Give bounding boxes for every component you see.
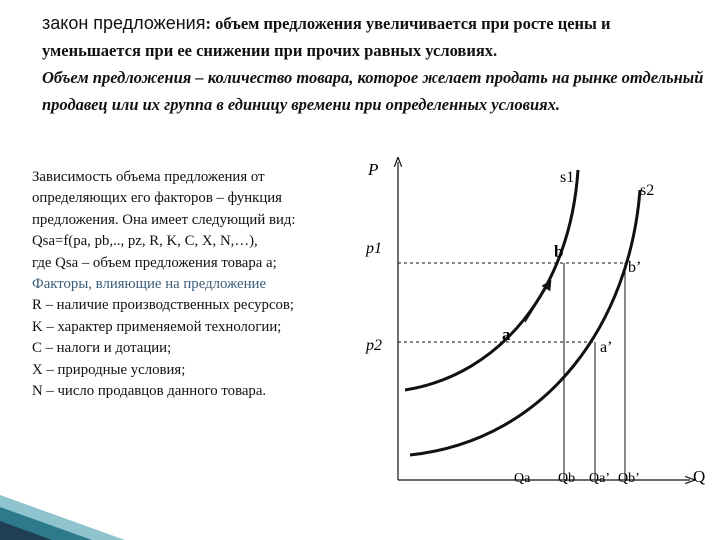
supply-shift-diagram [350,150,710,495]
x-axis-label: Q [693,467,706,486]
factor-x: X – природные условия; [32,361,186,378]
point-b-label: b [554,242,564,261]
s1-label: s1 [560,169,575,186]
factor-k: K – характер применяемой технологии; [32,318,282,335]
point-a-label: a [502,325,511,344]
supply-curve-s1 [405,170,578,390]
point-b-prime-label: b’ [628,259,642,276]
corner-decoration [0,445,140,540]
supply-function-text [32,167,332,402]
header-block [42,10,706,118]
qa-prime-label: Qa’ [589,471,610,486]
s2-label: s2 [640,182,655,199]
y-axis-label: P [368,160,379,179]
p2-label: p2 [366,337,382,354]
factors-heading: Факторы, влияющие на предложение [32,276,267,293]
shift-arrow [525,282,550,322]
qa-label: Qa [514,471,531,486]
point-a-prime-label: a’ [600,339,613,356]
qb-label: Qb [558,471,576,486]
law-definition: : объем предложения увеличивается при росте цены и уменьшается при ее снижении при прочих равных условиях. [42,14,611,60]
qb-prime-label: Qb’ [618,471,640,486]
law-term: закон предложения [42,13,206,33]
factor-n: N – число продавцов данного товара. [32,383,267,400]
factor-r: R – наличие производственных ресурсов; [32,297,295,314]
function-intro: Зависимость объема предложения от определяющих его факторов – функция предложения. Она имеет следующий вид: Qsa=f(pa, pb,.., pz, R, K, C, X, N,…), где Qsa – объем предложения товара а; [32,169,296,271]
supply-curve-s2 [410,190,640,455]
supply-volume-definition: Объем предложения – количество товара, которое желает продать на рынке отдельный продавец или их группа в единицу времени при определенных условиях. [42,68,704,114]
factor-c: C – налоги и дотации; [32,340,172,357]
p1-label: p1 [366,240,382,257]
